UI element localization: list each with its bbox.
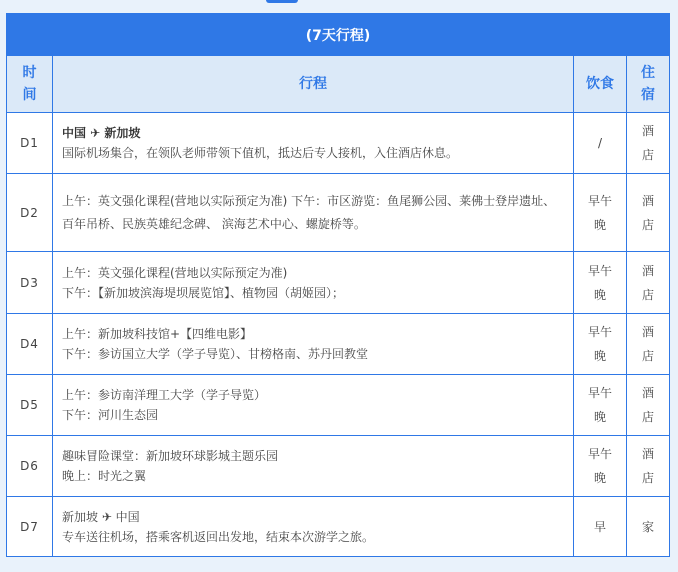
meal-cell — [574, 252, 627, 314]
stay-cell — [627, 497, 670, 557]
table-title: (7天行程) — [7, 14, 670, 56]
stay-value: 酒店 — [642, 193, 655, 232]
route-line2: 专车送往机场，搭乘客机返回出发地，结束本次游学之旅。 — [62, 529, 375, 544]
table-row — [7, 436, 670, 497]
route-line2: 下午：河川生态园 — [62, 408, 159, 422]
table-row — [7, 113, 670, 174]
route-cell — [53, 252, 574, 314]
route-cell — [53, 314, 574, 375]
route-line2: 晚上：时光之翼 — [62, 469, 147, 483]
header-meal: 饮食 — [574, 56, 627, 113]
day-cell: D6 — [7, 436, 53, 497]
meal-cell — [574, 375, 627, 436]
route-line2: 下午：【新加坡滨海堤坝展览馆】、植物园（胡姬园）； — [62, 285, 345, 300]
route-line2: 国际机场集合，在领队老师带领下值机，抵达后专人接机，入住酒店休息。 — [62, 146, 459, 160]
table-row — [7, 252, 670, 314]
stay-value: 酒店 — [642, 447, 655, 485]
meal-cell — [574, 497, 627, 557]
meal-value: 早午晚 — [587, 263, 612, 302]
route-line1: 趣味冒险课堂：新加坡环球影城主题乐园 — [62, 449, 279, 463]
route-cell — [53, 174, 574, 252]
stay-cell — [627, 252, 670, 314]
meal-cell — [574, 174, 627, 252]
meal-value: 早午晚 — [587, 325, 612, 363]
table-row — [7, 314, 670, 375]
route-line2: 下午：参访国立大学（学子导览）、甘榜格南、苏丹回教堂 — [62, 347, 369, 361]
header-stay-line2: 宿 — [641, 87, 656, 103]
route-line1: 上午：新加坡科技馆+【四维电影】 — [62, 327, 253, 341]
route-line1: 上午：参访南洋理工大学（学子导览） — [62, 388, 267, 402]
table-header-row — [7, 56, 670, 113]
stay-cell — [627, 436, 670, 497]
day-cell: D3 — [7, 252, 53, 314]
stay-value: 酒店 — [642, 386, 655, 424]
itinerary-table — [6, 13, 670, 557]
day-cell: D4 — [7, 314, 53, 375]
header-route: 行程 — [53, 56, 574, 113]
stay-cell — [627, 113, 670, 174]
stay-cell — [627, 375, 670, 436]
stay-cell — [627, 314, 670, 375]
route-cell — [53, 375, 574, 436]
meal-cell — [574, 436, 627, 497]
meal-cell — [574, 113, 627, 174]
meal-value: 早 — [593, 519, 606, 534]
route-cell — [53, 497, 574, 557]
meal-cell — [574, 314, 627, 375]
day-cell: D7 — [7, 497, 53, 557]
meal-value: 早午晚 — [587, 386, 612, 424]
meal-value: 早午晚 — [587, 447, 612, 485]
stay-value: 酒店 — [642, 325, 655, 363]
stay-value: 酒店 — [642, 124, 655, 162]
meal-value: / — [597, 136, 603, 150]
header-stay — [627, 56, 670, 113]
header-time-line1: 时 — [22, 65, 37, 81]
day-cell: D5 — [7, 375, 53, 436]
day-cell: D2 — [7, 174, 53, 252]
meal-value: 早午晚 — [587, 193, 612, 232]
stay-cell — [627, 174, 670, 252]
day-cell: D1 — [7, 113, 53, 174]
header-stay-line1: 住 — [641, 65, 656, 81]
table-row — [7, 497, 670, 557]
route-line1: 上午：英文强化课程(营地以实际预定为准) 下午：市区游览：鱼尾狮公园、莱佛士登岸遗址、百年吊桥、民族英雄纪念碑、 滨海艺术中心、螺旋桥等。 — [62, 193, 556, 231]
route-line1: 中国 ✈ 新加坡 — [62, 126, 141, 140]
route-cell — [53, 436, 574, 497]
table-row — [7, 375, 670, 436]
table-row — [7, 174, 670, 252]
route-line1: 上午：英文强化课程(营地以实际预定为准) — [62, 265, 288, 280]
route-cell — [53, 113, 574, 174]
top-tab-indicator — [266, 0, 298, 3]
header-time — [7, 56, 53, 113]
stay-value: 家 — [642, 519, 655, 534]
route-line1: 新加坡 ✈ 中国 — [62, 509, 140, 524]
header-time-line2: 间 — [22, 87, 37, 103]
stay-value: 酒店 — [642, 263, 655, 302]
